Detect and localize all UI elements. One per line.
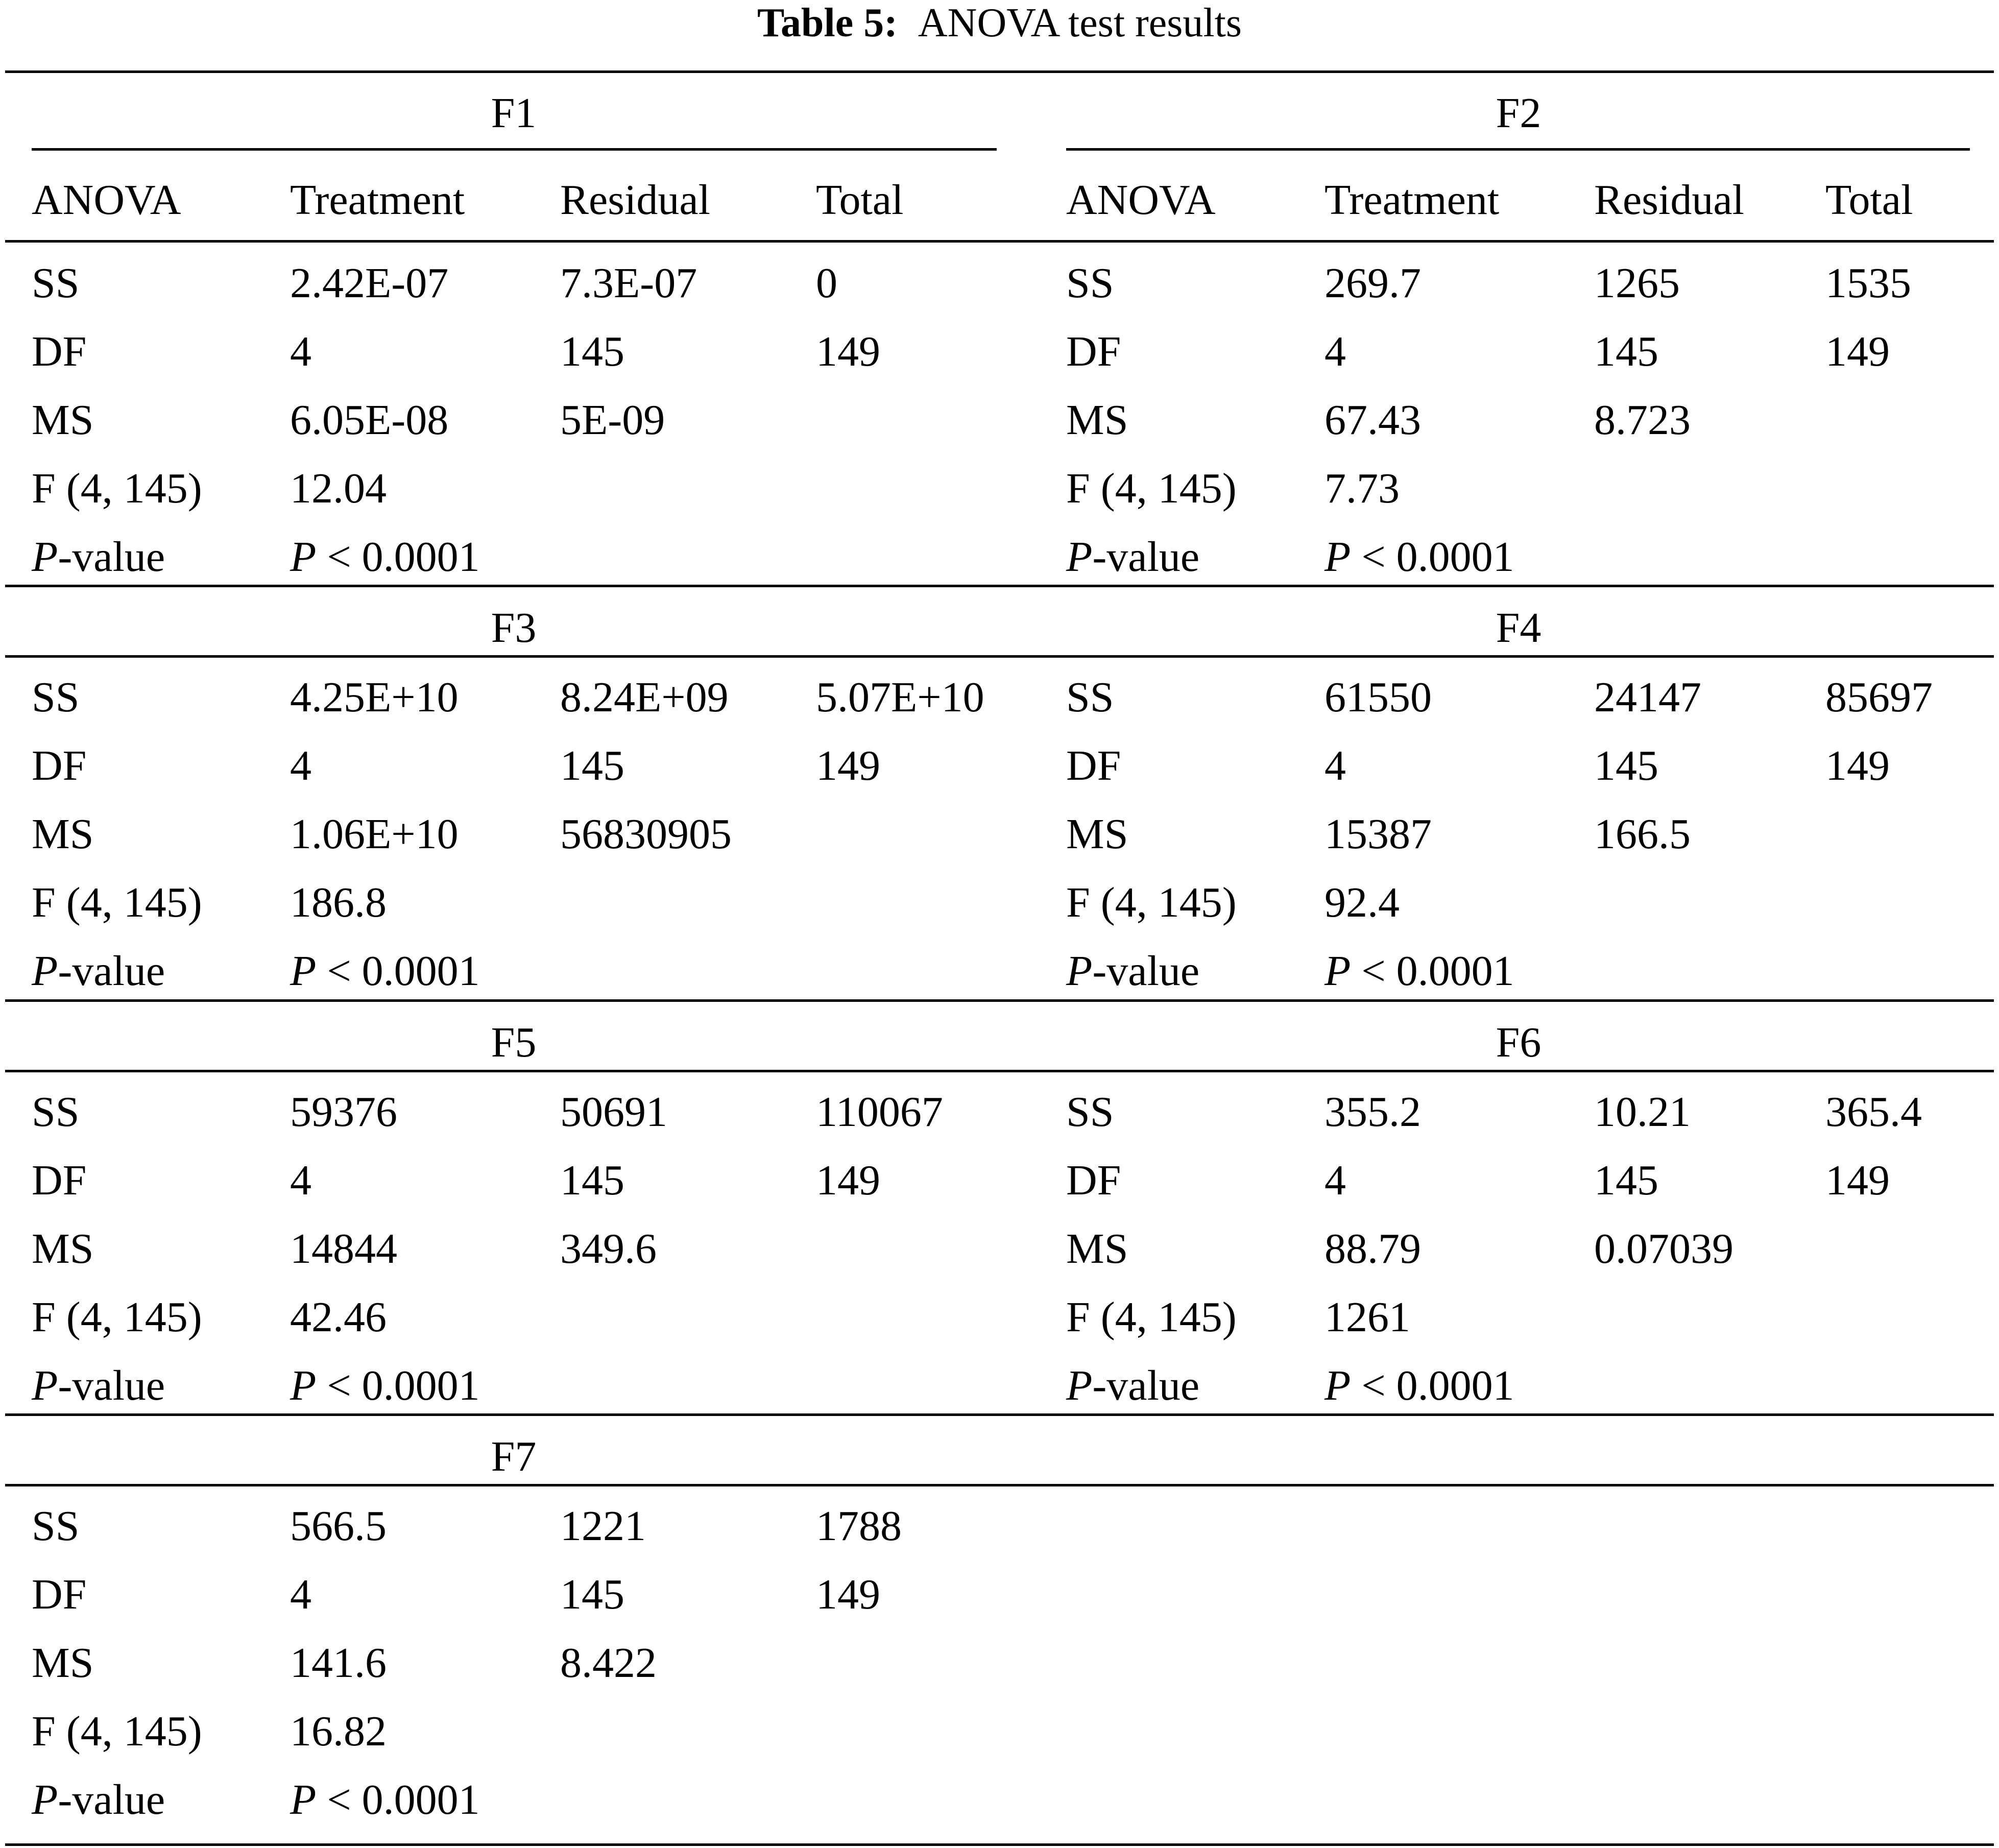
df-cell: 149 (1825, 742, 1890, 789)
row-label-f: F (4, 145) (1066, 879, 1237, 926)
row-label-df: DF (32, 328, 87, 375)
df-cell: 149 (1825, 1157, 1890, 1204)
p-italic: P (1324, 533, 1351, 581)
ss-cell: 4.25E+10 (290, 674, 459, 721)
row-label-p-value (32, 946, 165, 997)
ms-cell: 67.43 (1324, 396, 1421, 444)
ss-cell: 365.4 (1825, 1088, 1922, 1136)
df-cell: 145 (560, 742, 624, 789)
f-statistic-cell: 186.8 (290, 879, 387, 926)
row-label-f: F (4, 145) (32, 1708, 202, 1755)
p-rest: -value (58, 1362, 165, 1409)
row-label-df: DF (1066, 742, 1121, 789)
table-title: ANOVA test results (918, 1, 1242, 45)
block-title-f1: F1 (491, 89, 537, 137)
ss-cell: 269.7 (1324, 259, 1421, 307)
section-title-rule (5, 1070, 1994, 1072)
ss-cell: 1265 (1594, 259, 1680, 307)
ms-cell: 8.422 (560, 1639, 657, 1687)
ss-cell: 50691 (560, 1088, 667, 1136)
row-label-ms: MS (32, 1639, 94, 1687)
row-label-df: DF (32, 1157, 87, 1204)
p-italic: P (32, 1776, 58, 1823)
p-italic: P (290, 947, 317, 995)
p-rest: -value (58, 533, 165, 581)
block-title-f4: F4 (1496, 604, 1542, 652)
p-threshold: < 0.0001 (316, 947, 480, 995)
ms-cell: 166.5 (1594, 810, 1691, 858)
ms-cell: 349.6 (560, 1225, 657, 1273)
column-header-anova: ANOVA (32, 176, 181, 224)
row-label-df: DF (32, 742, 87, 789)
p-value-cell (290, 946, 480, 997)
ss-cell: 355.2 (1324, 1088, 1421, 1136)
p-italic: P (1066, 533, 1093, 581)
p-threshold: < 0.0001 (1351, 947, 1514, 995)
block-title-underline (1066, 148, 1970, 151)
ss-cell: 5.07E+10 (816, 674, 984, 721)
ss-cell: 1221 (560, 1502, 646, 1550)
df-cell: 145 (1594, 742, 1658, 789)
ms-cell: 15387 (1324, 810, 1432, 858)
top-rule (5, 70, 1994, 73)
p-rest: -value (1092, 533, 1200, 581)
p-threshold: < 0.0001 (1351, 1362, 1514, 1409)
ss-cell: 8.24E+09 (560, 674, 729, 721)
ms-cell: 56830905 (560, 810, 732, 858)
row-label-p-value (32, 1774, 165, 1826)
ms-cell: 6.05E-08 (290, 396, 449, 444)
row-label-ms: MS (32, 1225, 94, 1273)
row-label-p-value (1066, 946, 1199, 997)
column-header-total: Total (1825, 176, 1913, 224)
ss-cell: 61550 (1324, 674, 1432, 721)
df-cell: 4 (1324, 1157, 1346, 1204)
df-cell: 145 (560, 328, 624, 375)
row-label-df: DF (1066, 328, 1121, 375)
section-end-rule (5, 585, 1994, 587)
p-value-cell (1324, 946, 1514, 997)
header-bottom-rule (5, 240, 1994, 243)
p-italic: P (1324, 947, 1351, 995)
row-label-ms: MS (1066, 1225, 1128, 1273)
row-label-df: DF (1066, 1157, 1121, 1204)
p-italic: P (1066, 1362, 1093, 1409)
ms-cell: 8.723 (1594, 396, 1691, 444)
row-label-ms: MS (32, 810, 94, 858)
df-cell: 145 (1594, 328, 1658, 375)
row-label-ss: SS (1066, 1088, 1114, 1136)
df-cell: 149 (816, 1571, 880, 1618)
row-label-ss: SS (1066, 674, 1114, 721)
row-label-p-value (1066, 532, 1199, 583)
p-threshold: < 0.0001 (316, 533, 480, 581)
row-label-p-value (32, 532, 165, 583)
p-value-cell (290, 532, 480, 583)
row-label-ss: SS (32, 1088, 80, 1136)
ms-cell: 1.06E+10 (290, 810, 459, 858)
block-title-f7: F7 (491, 1433, 537, 1480)
df-cell: 4 (1324, 742, 1346, 789)
df-cell: 149 (816, 742, 880, 789)
df-cell: 4 (290, 328, 311, 375)
row-label-ms: MS (1066, 396, 1128, 444)
row-label-ss: SS (32, 1502, 80, 1550)
column-header-treatment: Treatment (290, 176, 465, 224)
row-label-f: F (4, 145) (32, 465, 202, 512)
section-title-rule (5, 655, 1994, 658)
column-header-total: Total (816, 176, 904, 224)
ss-cell: 566.5 (290, 1502, 387, 1550)
ss-cell: 85697 (1825, 674, 1933, 721)
p-italic: P (290, 1362, 317, 1409)
p-value-cell (1324, 1360, 1514, 1411)
f-statistic-cell: 12.04 (290, 465, 387, 512)
block-title-f5: F5 (491, 1019, 537, 1066)
row-label-p-value (32, 1360, 165, 1411)
ss-cell: 59376 (290, 1088, 397, 1136)
p-italic: P (32, 947, 58, 995)
p-value-cell (290, 1360, 480, 1411)
df-cell: 145 (560, 1571, 624, 1618)
ms-cell: 88.79 (1324, 1225, 1421, 1273)
f-statistic-cell: 1261 (1324, 1293, 1410, 1341)
p-italic: P (1324, 1362, 1351, 1409)
column-header-treatment: Treatment (1324, 176, 1500, 224)
block-title-f2: F2 (1496, 89, 1542, 137)
row-label-p-value (1066, 1360, 1199, 1411)
row-label-f: F (4, 145) (1066, 465, 1237, 512)
column-header-residual: Residual (560, 176, 710, 224)
row-label-ss: SS (1066, 259, 1114, 307)
df-cell: 4 (1324, 328, 1346, 375)
ss-cell: 10.21 (1594, 1088, 1691, 1136)
p-rest: -value (58, 1776, 165, 1823)
p-italic: P (290, 533, 317, 581)
p-value-cell (290, 1774, 480, 1826)
row-label-ms: MS (1066, 810, 1128, 858)
ss-cell: 1788 (816, 1502, 902, 1550)
ss-cell: 24147 (1594, 674, 1701, 721)
f-statistic-cell: 42.46 (290, 1293, 387, 1341)
row-label-ms: MS (32, 396, 94, 444)
p-italic: P (32, 533, 58, 581)
row-label-df: DF (32, 1571, 87, 1618)
table-caption (0, 0, 1999, 46)
ms-cell: 14844 (290, 1225, 397, 1273)
column-header-anova: ANOVA (1066, 176, 1216, 224)
block-title-underline (32, 148, 997, 151)
df-cell: 149 (1825, 328, 1890, 375)
row-label-f: F (4, 145) (1066, 1293, 1237, 1341)
block-title-f6: F6 (1496, 1019, 1542, 1066)
ss-cell: 1535 (1825, 259, 1911, 307)
df-cell: 149 (816, 1157, 880, 1204)
ss-cell: 2.42E-07 (290, 259, 449, 307)
ms-cell: 5E-09 (560, 396, 665, 444)
table-number: Table 5: (757, 1, 898, 45)
p-italic: P (1066, 947, 1093, 995)
f-statistic-cell: 16.82 (290, 1708, 387, 1755)
ss-cell: 7.3E-07 (560, 259, 697, 307)
p-rest: -value (58, 947, 165, 995)
df-cell: 145 (560, 1157, 624, 1204)
section-title-rule (5, 1484, 1994, 1486)
row-label-ss: SS (32, 674, 80, 721)
p-rest: -value (1092, 947, 1200, 995)
f-statistic-cell: 7.73 (1324, 465, 1400, 512)
row-label-f: F (4, 145) (32, 1293, 202, 1341)
p-threshold: < 0.0001 (316, 1362, 480, 1409)
row-label-ss: SS (32, 259, 80, 307)
column-header-residual: Residual (1594, 176, 1744, 224)
df-cell: 145 (1594, 1157, 1658, 1204)
ms-cell: 0.07039 (1594, 1225, 1733, 1273)
p-threshold: < 0.0001 (316, 1776, 480, 1823)
f-statistic-cell: 92.4 (1324, 879, 1400, 926)
df-cell: 149 (816, 328, 880, 375)
ss-cell: 110067 (816, 1088, 943, 1136)
p-value-cell (1324, 532, 1514, 583)
df-cell: 4 (290, 1571, 311, 1618)
df-cell: 4 (290, 1157, 311, 1204)
p-italic: P (32, 1362, 58, 1409)
p-rest: -value (1092, 1362, 1200, 1409)
ms-cell: 141.6 (290, 1639, 387, 1687)
section-end-rule (5, 1413, 1994, 1416)
section-end-rule (5, 1843, 1994, 1846)
p-italic: P (290, 1776, 317, 1823)
block-title-f3: F3 (491, 604, 537, 652)
section-end-rule (5, 999, 1994, 1002)
df-cell: 4 (290, 742, 311, 789)
ss-cell: 0 (816, 259, 837, 307)
row-label-f: F (4, 145) (32, 879, 202, 926)
p-threshold: < 0.0001 (1351, 533, 1514, 581)
